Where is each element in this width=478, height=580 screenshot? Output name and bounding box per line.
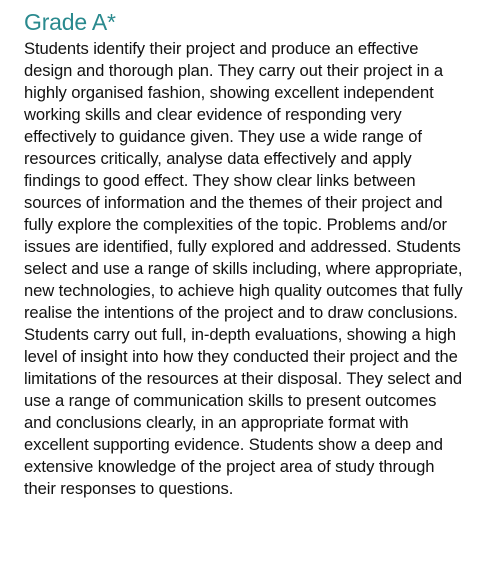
- grade-heading: Grade A*: [24, 9, 116, 35]
- grade-description-paragraph: Students identify their project and produce an effective design and thorough plan. They carry out their project in a highly organised fashion, showing excellent independent working skills and clear evidence of responding very effectively to guidance given. They use a wide range of resources critically, analyse data effectively and apply findings to good effect. They show clear links between sources of information and the themes of their project and fully explore the complexities of the topic. Problems and/or issues are identified, fully explored and addressed. Students select and use a range of skills including, where appropriate, new technologies, to achieve high quality outcomes that fully realise the intentions of the project and to draw conclusions. Students carry out full, in-depth evaluations, showing a high level of insight into how they conducted their project and the limitations of the resources at their disposal. They select and use a range of communication skills to present outcomes and conclusions clearly, in an appropriate format with excellent supporting evidence. Students show a deep and extensive knowledge of the project area of study through their responses to questions.: [24, 39, 463, 498]
